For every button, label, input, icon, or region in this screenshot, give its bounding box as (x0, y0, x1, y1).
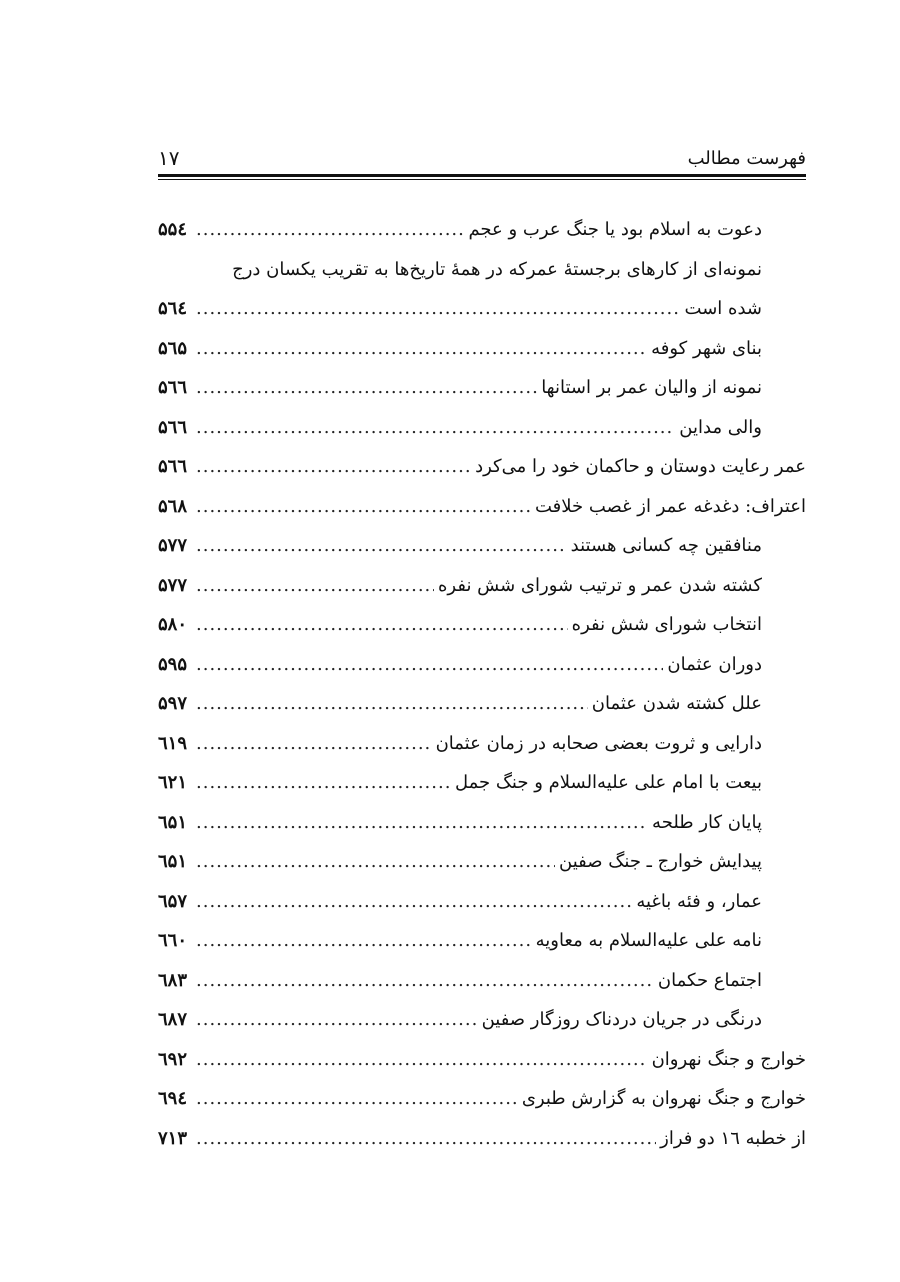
toc-entry[interactable] (158, 1000, 806, 1040)
toc-entry-title: خوارج و جنگ نهروان (651, 1048, 806, 1070)
toc-entry-title: بیعت با امام علی علیه‌السلام و جنگ جمل (454, 772, 762, 793)
dot-leader (196, 447, 471, 487)
toc-entry-title: درنگی در جریان دردناک روزگار صفین (481, 1009, 762, 1030)
dot-leader (196, 645, 663, 685)
toc-entry[interactable] (158, 684, 806, 724)
toc-entry-page-number: ٦۵۱ (158, 811, 188, 833)
toc-entry-page-number: ۵۵٤ (158, 219, 188, 240)
dot-leader (196, 566, 434, 606)
toc-entry[interactable] (158, 921, 806, 961)
dot-leader (196, 1040, 648, 1080)
header-page-number: ۱۷ (158, 146, 180, 170)
dot-leader (196, 1000, 478, 1040)
dot-leader (196, 882, 632, 922)
toc-entry-page-number: ۵٦٦ (158, 377, 188, 398)
toc-entry[interactable] (158, 803, 806, 843)
toc-entry-title: بنای شهر کوفه (651, 337, 762, 359)
toc-entry[interactable] (158, 842, 806, 882)
toc-entry-title: علل کشته شدن عثمان (591, 693, 762, 714)
toc-entry-title: والی مداین (679, 416, 762, 438)
header-title: فهرست مطالب (687, 148, 806, 169)
dot-leader (196, 763, 451, 803)
toc-entry-page-number: ۵۸۰ (158, 614, 188, 635)
toc-entry-title: دارایی و ثروت بعضی صحابه در زمان عثمان (435, 732, 762, 754)
dot-leader (196, 1079, 518, 1119)
toc-entry-title: نامه علی علیه‌السلام به معاویه (535, 930, 762, 951)
dot-leader (196, 961, 654, 1001)
dot-leader (196, 605, 568, 645)
dot-leader (196, 487, 531, 527)
toc-entry[interactable] (158, 487, 806, 527)
toc-entry-title: اعتراف: دغدغه عمر از غصب خلافت (535, 495, 806, 517)
toc-entry[interactable] (158, 526, 806, 566)
dot-leader (196, 210, 464, 250)
toc-entry-page-number: ٦۲۱ (158, 772, 188, 793)
toc-entry[interactable] (158, 724, 806, 764)
toc-entry[interactable] (158, 1040, 806, 1080)
toc-entry[interactable] (158, 329, 806, 369)
dot-leader (196, 684, 588, 724)
toc-entry[interactable] (158, 763, 806, 803)
dot-leader (196, 368, 537, 408)
toc-entry-title: انتخاب شورای شش نفره (571, 614, 762, 635)
dot-leader (196, 842, 555, 882)
toc-entry-page-number: ٦۸۳ (158, 969, 188, 991)
toc-entry[interactable] (158, 645, 806, 685)
toc-entry-title: نمونه از والیان عمر بر استانها (541, 377, 762, 398)
toc-entry[interactable] (158, 1119, 806, 1159)
dot-leader (196, 408, 675, 448)
toc-entry-page-number: ٦۵۷ (158, 890, 188, 912)
toc-entry-title: منافقین چه کسانی هستند (570, 535, 762, 556)
toc-entry-title: شده است (684, 298, 762, 319)
toc-entry-title: خوارج و جنگ نهروان به گزارش طبری (521, 1088, 806, 1109)
toc-entry-page-number: ۵٦٦ (158, 456, 188, 477)
dot-leader (196, 289, 681, 329)
dot-leader (196, 329, 647, 369)
toc-entry-page-number: ٦۵۱ (158, 851, 188, 872)
toc-entry-wrapped-line: نمونه‌ای از کارهای برجستهٔ عمرکه در همهٔ تاریخ‌ها به تقریب یکسان درج (232, 258, 762, 280)
table-of-contents (158, 210, 806, 1158)
toc-entry-title: کشته شدن عمر و ترتیب شورای شش نفره (437, 574, 762, 596)
toc-entry-title: پیدایش خوارج ـ جنگ صفین (559, 851, 762, 872)
toc-entry-page-number: ۵٦٤ (158, 298, 188, 319)
toc-entry-title: پایان کار طلحه (652, 811, 762, 833)
toc-entry-page-number: ٦۸۷ (158, 1009, 188, 1030)
toc-entry-title: از خطبه ۱٦ دو فراز (660, 1127, 806, 1149)
toc-entry-page-number: ۵۷۷ (158, 574, 188, 596)
header-rule-thick (158, 174, 806, 177)
toc-entry[interactable] (158, 368, 806, 408)
toc-entry-page-number: ٦۹٤ (158, 1088, 188, 1109)
toc-entry-page-number: ۵٦۸ (158, 495, 188, 517)
toc-entry[interactable] (158, 605, 806, 645)
toc-entry-page-number: ٦۹۲ (158, 1048, 188, 1070)
toc-entry-title: اجتماع حکمان (657, 969, 762, 991)
toc-entry-title: عمار، و فئه باغیه (636, 890, 762, 912)
dot-leader (196, 803, 648, 843)
toc-entry[interactable] (158, 210, 806, 250)
dot-leader (196, 526, 567, 566)
toc-entry[interactable] (158, 566, 806, 606)
toc-entry[interactable] (158, 961, 806, 1001)
toc-entry[interactable] (158, 289, 806, 329)
toc-entry-page-number: ۷۱۳ (158, 1127, 188, 1149)
toc-entry-title: دعوت به اسلام بود یا جنگ عرب و عجم (468, 219, 762, 240)
toc-entry-title: عمر رعایت دوستان و حاکمان خود را می‌کرد (475, 456, 806, 477)
toc-entry[interactable] (158, 882, 806, 922)
toc-entry-page-number: ۵۹۷ (158, 693, 188, 714)
toc-entry-page-number: ۵۹۵ (158, 653, 188, 675)
dot-leader (196, 724, 432, 764)
toc-entry-page-number: ٦٦۰ (158, 930, 188, 951)
page-header (158, 146, 806, 174)
toc-entry-page-number: ۵٦٦ (158, 416, 188, 438)
header-rule-thin (158, 179, 806, 180)
toc-entry[interactable] (158, 408, 806, 448)
toc-entry-title: دوران عثمان (667, 653, 762, 675)
toc-entry-page-number: ۵۷۷ (158, 535, 188, 556)
toc-entry[interactable] (158, 447, 806, 487)
toc-entry[interactable] (158, 1079, 806, 1119)
dot-leader (196, 1119, 656, 1159)
dot-leader (196, 921, 532, 961)
toc-entry-page-number: ۵٦۵ (158, 337, 188, 359)
toc-entry-page-number: ٦۱۹ (158, 732, 188, 754)
